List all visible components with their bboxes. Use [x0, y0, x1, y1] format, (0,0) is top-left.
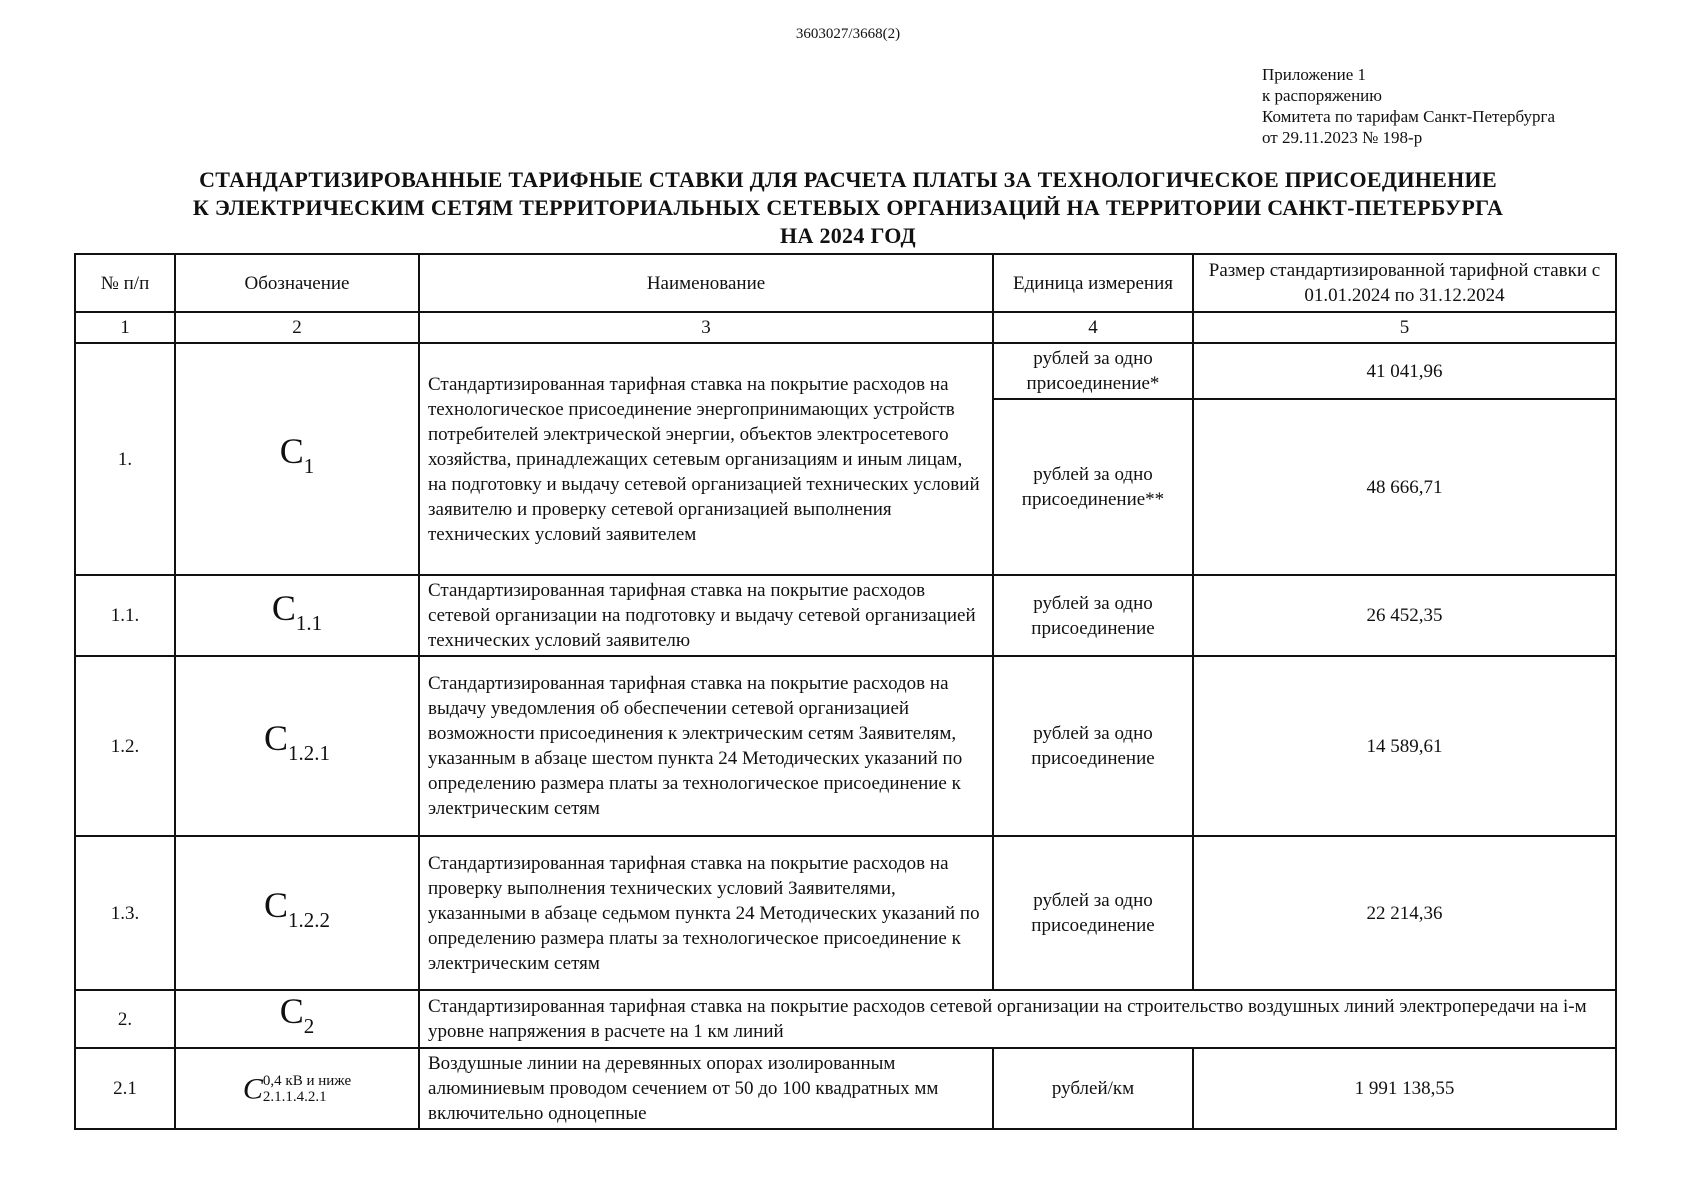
symbol-subscript: 2.1.1.4.2.1: [262, 1088, 327, 1105]
symbol-superscript: 0,4 кВ и ниже: [262, 1072, 352, 1089]
symbol-base: C: [263, 885, 288, 925]
row-symbol: [175, 656, 419, 836]
symbol-subscript: 1.2.1: [288, 741, 330, 765]
symbol-subscript: 1.2.2: [288, 908, 330, 932]
row-name: Стандартизированная тарифная ставка на покрытие расходов на выдачу уведомления об обеспечении сетевой организацией возможности присоединения к электрическим сетям Заявителям, указанным в абзаце шестом пункта 24 Методических указаний по определению размера платы за технологическое присоединение к электрическим сетям: [419, 656, 993, 836]
header-num: № п/п: [75, 254, 175, 312]
symbol-indices: [263, 1073, 351, 1105]
annex-line: Комитета по тарифам Санкт-Петербурга: [1262, 107, 1556, 126]
annex-line: от 29.11.2023 № 198-р: [1262, 128, 1423, 147]
table-row: [75, 990, 1616, 1048]
symbol-subscript: 1.1: [295, 610, 323, 635]
table-row: [75, 656, 1616, 836]
table-row: [75, 343, 1616, 399]
title-line: НА 2024 ГОД: [780, 223, 916, 248]
header-size: Размер стандартизированной тарифной ставки с 01.01.2024 по 31.12.2024: [1193, 254, 1616, 312]
row-unit: рублей за одно присоединение*: [993, 343, 1193, 399]
symbol-base: C: [271, 587, 296, 628]
column-number: 4: [993, 312, 1193, 343]
title-line: К ЭЛЕКТРИЧЕСКИМ СЕТЯМ ТЕРРИТОРИАЛЬНЫХ СЕТЕВЫХ ОРГАНИЗАЦИЙ НА ТЕРРИТОРИИ САНКТ-ПЕТЕРБУРГА: [192, 195, 1504, 220]
title-line: СТАНДАРТИЗИРОВАННЫЕ ТАРИФНЫЕ СТАВКИ ДЛЯ РАСЧЕТА ПЛАТЫ ЗА ТЕХНОЛОГИЧЕСКОЕ ПРИСОЕДИНЕНИЕ: [199, 167, 1497, 192]
table-row: [75, 836, 1616, 990]
row-num: 2.: [75, 990, 175, 1048]
row-value: 26 452,35: [1193, 575, 1616, 656]
table-header-row: [75, 254, 1616, 312]
annex-line: к распоряжению: [1262, 86, 1382, 105]
row-num: 1.2.: [75, 656, 175, 836]
document-title: [120, 166, 1576, 250]
symbol-subscript: 2: [303, 1014, 315, 1038]
row-name: Стандартизированная тарифная ставка на покрытие расходов на технологическое присоединение энергопринимающих устройств потребителей электрической энергии, объектов электросетевого хозяйства, принадлежащих сетевым организациям и иным лицам, на подготовку и выдачу сетевой организацией технических условий заявителю и проверку сетевой организацией выполнения технических условий заявителем: [419, 343, 993, 575]
row-value: 14 589,61: [1193, 656, 1616, 836]
column-number: 5: [1193, 312, 1616, 343]
row-name: Стандартизированная тарифная ставка на покрытие расходов на проверку выполнения технических условий Заявителями, указанными в абзаце седьмом пункта 24 Методических указаний по определению размера платы за технологическое присоединение к электрическим сетям: [419, 836, 993, 990]
column-number: 2: [175, 312, 419, 343]
annex-line: Приложение 1: [1262, 65, 1366, 84]
row-symbol: [175, 575, 419, 656]
row-symbol: [175, 836, 419, 990]
tariff-table: [74, 253, 1617, 1130]
symbol-base: C: [242, 1072, 263, 1105]
row-unit: рублей за одно присоединение: [993, 656, 1193, 836]
row-unit: рублей/км: [993, 1048, 1193, 1129]
symbol-base: C: [263, 718, 288, 758]
header-unit: Единица измерения: [993, 254, 1193, 312]
row-unit: рублей за одно присоединение: [993, 575, 1193, 656]
row-num: 1.: [75, 343, 175, 575]
row-name: Стандартизированная тарифная ставка на покрытие расходов сетевой организации на строительство воздушных линий электропередачи на i-м уровне напряжения в расчете на 1 км линий: [419, 990, 1616, 1048]
row-num: 2.1: [75, 1048, 175, 1129]
row-num: 1.1.: [75, 575, 175, 656]
row-value: 48 666,71: [1193, 399, 1616, 575]
column-number: 3: [419, 312, 993, 343]
symbol-base: C: [279, 431, 304, 471]
header-designation: Обозначение: [175, 254, 419, 312]
row-symbol: [175, 1048, 419, 1129]
row-symbol: [175, 343, 419, 575]
table-row: [75, 575, 1616, 656]
row-value: 41 041,96: [1193, 343, 1616, 399]
row-name: Стандартизированная тарифная ставка на покрытие расходов сетевой организации на подготовку и выдачу сетевой организацией технических условий заявителю: [419, 575, 993, 656]
row-unit: рублей за одно присоединение**: [993, 399, 1193, 575]
row-symbol: [175, 990, 419, 1048]
row-num: 1.3.: [75, 836, 175, 990]
row-name: Воздушные линии на деревянных опорах изолированным алюминиевым проводом сечением от 50 до 100 квадратных мм включительно одноцепные: [419, 1048, 993, 1129]
symbol-base: C: [279, 991, 304, 1031]
row-value: 1 991 138,55: [1193, 1048, 1616, 1129]
column-number-row: [75, 312, 1616, 343]
row-value: 22 214,36: [1193, 836, 1616, 990]
header-name: Наименование: [419, 254, 993, 312]
annex-block: [1262, 64, 1555, 148]
row-unit: рублей за одно присоединение: [993, 836, 1193, 990]
document-number: 3603027/3668(2): [795, 26, 901, 42]
table-row: [75, 1048, 1616, 1129]
column-number: 1: [75, 312, 175, 343]
symbol-subscript: 1: [303, 454, 315, 478]
